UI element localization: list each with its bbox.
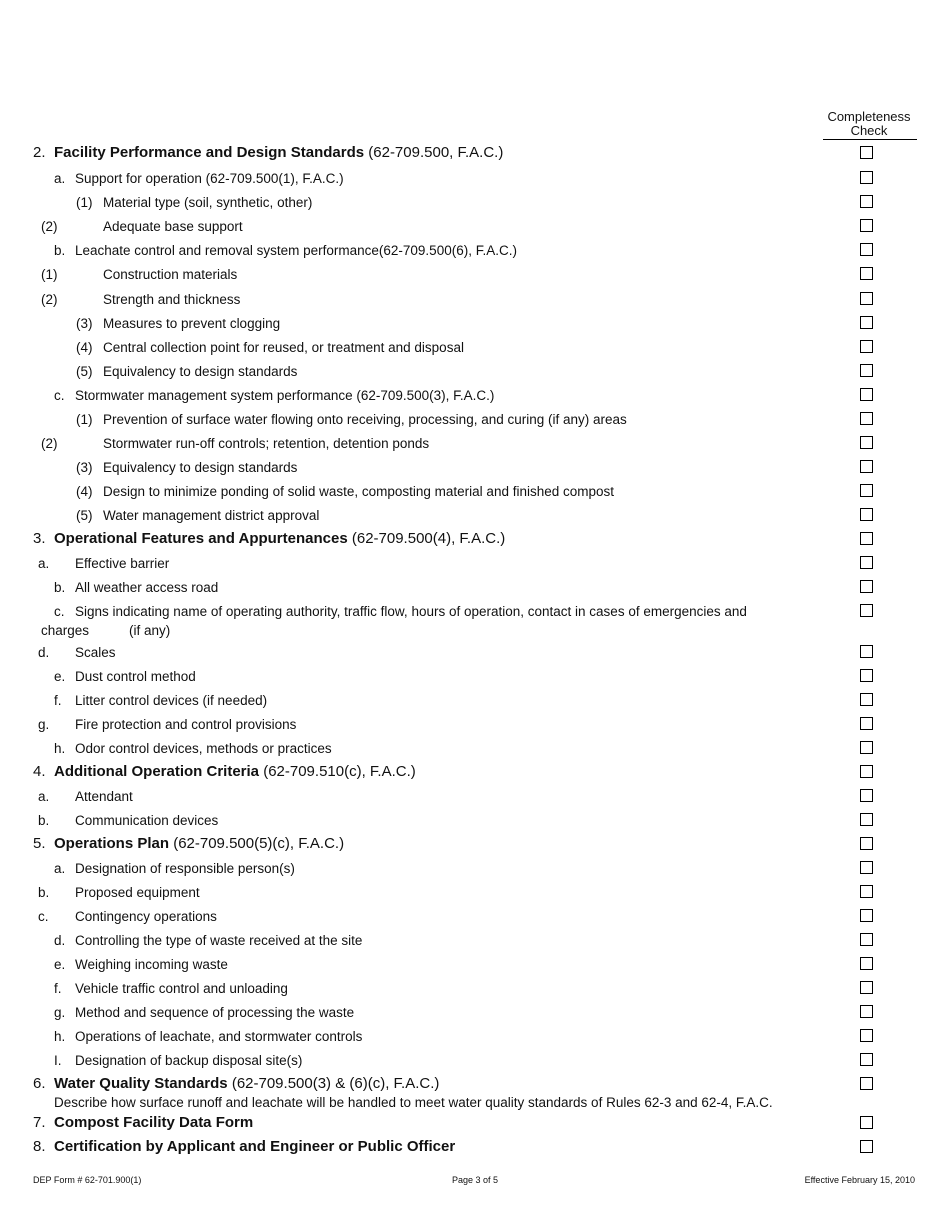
item-number: g. xyxy=(54,1005,66,1020)
item-text: Weighing incoming waste xyxy=(75,957,228,972)
completeness-checkbox[interactable] xyxy=(860,813,873,826)
item-number: 6. xyxy=(33,1075,46,1092)
item-continuation: charges xyxy=(41,623,90,638)
completeness-checkbox[interactable] xyxy=(860,532,873,545)
item-text: Litter control devices (if needed) xyxy=(75,693,268,708)
item-number: e. xyxy=(54,669,66,684)
item-text xyxy=(54,835,344,852)
item-number: e. xyxy=(54,957,66,972)
completeness-checkbox[interactable] xyxy=(860,1116,873,1129)
item-number: (2) xyxy=(41,292,58,307)
section-title: Compost Facility Data Form xyxy=(54,1114,254,1131)
item-number: b. xyxy=(38,813,50,828)
footer-effective-date: Effective February 15, 2010 xyxy=(804,1175,915,1185)
item-number: c. xyxy=(38,909,49,924)
header-underline xyxy=(823,139,917,140)
item-text: Method and sequence of processing the waste xyxy=(75,1005,355,1020)
item-number: (3) xyxy=(76,316,93,331)
section-title: Operations Plan xyxy=(54,835,170,852)
item-text: Adequate base support xyxy=(103,219,243,234)
section-title: Operational Features and Appurtenances xyxy=(54,530,348,547)
completeness-checkbox[interactable] xyxy=(860,267,873,280)
completeness-checkbox[interactable] xyxy=(860,604,873,617)
completeness-checkbox[interactable] xyxy=(860,171,873,184)
completeness-checkbox[interactable] xyxy=(860,316,873,329)
item-text: All weather access road xyxy=(75,580,219,595)
completeness-checkbox[interactable] xyxy=(860,717,873,730)
completeness-checkbox[interactable] xyxy=(860,741,873,754)
item-text: Water management district approval xyxy=(103,508,320,523)
completeness-checkbox[interactable] xyxy=(860,146,873,159)
completeness-checkbox[interactable] xyxy=(860,412,873,425)
item-number: a. xyxy=(38,789,50,804)
completeness-checkbox[interactable] xyxy=(860,1077,873,1090)
item-number: (1) xyxy=(76,195,93,210)
completeness-checkbox[interactable] xyxy=(860,789,873,802)
section-rule-reference: (62-709.510(c), F.A.C.) xyxy=(259,763,416,780)
item-text xyxy=(54,1114,253,1131)
section-rule-reference: (62-709.500, F.A.C.) xyxy=(364,144,504,161)
item-text: Support for operation (62-709.500(1), F.A.C.) xyxy=(75,171,344,186)
item-continuation-note: (if any) xyxy=(129,623,171,638)
item-text: Construction materials xyxy=(103,267,238,282)
item-number: (3) xyxy=(76,460,93,475)
completeness-checkbox[interactable] xyxy=(860,645,873,658)
item-text: Stormwater management system performance (62-709.500(3), F.A.C.) xyxy=(75,388,495,403)
item-text: Odor control devices, methods or practices xyxy=(75,741,332,756)
item-number: (1) xyxy=(41,267,58,282)
completeness-checkbox[interactable] xyxy=(860,1029,873,1042)
item-text: Material type (soil, synthetic, other) xyxy=(103,195,313,210)
completeness-checkbox[interactable] xyxy=(860,885,873,898)
item-number: h. xyxy=(54,741,66,756)
completeness-checkbox[interactable] xyxy=(860,693,873,706)
completeness-checkbox[interactable] xyxy=(860,981,873,994)
footer-page-number: Page 3 of 5 xyxy=(451,1175,499,1185)
item-text: Vehicle traffic control and unloading xyxy=(75,981,288,996)
completeness-checkbox[interactable] xyxy=(860,861,873,874)
item-text: Attendant xyxy=(75,789,133,804)
footer-form-number: DEP Form # 62-701.900(1) xyxy=(33,1175,142,1185)
item-text: Equivalency to design standards xyxy=(103,364,298,379)
completeness-checkbox[interactable] xyxy=(860,436,873,449)
item-number: (4) xyxy=(76,340,93,355)
section-rule-reference: (62-709.500(5)(c), F.A.C.) xyxy=(169,835,345,852)
item-text: Designation of responsible person(s) xyxy=(75,861,295,876)
item-text: Proposed equipment xyxy=(75,885,200,900)
completeness-checkbox[interactable] xyxy=(860,933,873,946)
completeness-checkbox[interactable] xyxy=(860,765,873,778)
completeness-checkbox[interactable] xyxy=(860,364,873,377)
item-text: Communication devices xyxy=(75,813,219,828)
completeness-checkbox[interactable] xyxy=(860,340,873,353)
completeness-checkbox[interactable] xyxy=(860,460,873,473)
completeness-checkbox[interactable] xyxy=(860,669,873,682)
item-text: Scales xyxy=(75,645,116,660)
item-text: Leachate control and removal system performance(62-709.500(6), F.A.C.) xyxy=(75,243,517,258)
item-number: b. xyxy=(54,243,66,258)
section-description: Describe how surface runoff and leachate will be handled to meet water quality standards of Rules 62-3 and 62-4, F.A.C. xyxy=(54,1095,773,1110)
completeness-checkbox[interactable] xyxy=(860,219,873,232)
completeness-checkbox[interactable] xyxy=(860,508,873,521)
completeness-checkbox[interactable] xyxy=(860,388,873,401)
item-number: (4) xyxy=(76,484,93,499)
item-number: (5) xyxy=(76,364,93,379)
item-text xyxy=(54,763,416,780)
item-number: (5) xyxy=(76,508,93,523)
completeness-checkbox[interactable] xyxy=(860,837,873,850)
section-title: Water Quality Standards xyxy=(54,1075,228,1092)
completeness-checkbox[interactable] xyxy=(860,195,873,208)
item-number: a. xyxy=(54,861,66,876)
item-text: Stormwater run-off controls; retention, detention ponds xyxy=(103,436,430,451)
item-number: 2. xyxy=(33,144,46,161)
completeness-check-header xyxy=(820,110,918,138)
item-text xyxy=(54,530,505,547)
item-number: d. xyxy=(38,645,50,660)
item-text: Fire protection and control provisions xyxy=(75,717,297,732)
item-number: g. xyxy=(38,717,50,732)
item-number: 5. xyxy=(33,835,46,852)
item-number: f. xyxy=(54,981,62,996)
item-text: Designation of backup disposal site(s) xyxy=(75,1053,303,1068)
item-text xyxy=(54,1138,455,1155)
completeness-checkbox[interactable] xyxy=(860,556,873,569)
item-text: Prevention of surface water flowing onto receiving, processing, and curing (if any) areas xyxy=(103,412,627,427)
item-text: Dust control method xyxy=(75,669,196,684)
item-number: (2) xyxy=(41,436,58,451)
header-line-2: Check xyxy=(850,123,888,138)
item-text: Measures to prevent clogging xyxy=(103,316,281,331)
item-number: (1) xyxy=(76,412,93,427)
item-number: a. xyxy=(38,556,50,571)
item-number: I. xyxy=(54,1053,62,1068)
completeness-checkbox[interactable] xyxy=(860,243,873,256)
completeness-checkbox[interactable] xyxy=(860,957,873,970)
section-rule-reference: (62-709.500(3) & (6)(c), F.A.C.) xyxy=(227,1075,440,1092)
completeness-checkbox[interactable] xyxy=(860,292,873,305)
item-text xyxy=(54,1075,439,1092)
section-title: Certification by Applicant and Engineer or Public Officer xyxy=(54,1138,456,1155)
item-number: f. xyxy=(54,693,62,708)
item-number: 4. xyxy=(33,763,46,780)
item-text: Equivalency to design standards xyxy=(103,460,298,475)
item-text: Effective barrier xyxy=(75,556,170,571)
item-text: Contingency operations xyxy=(75,909,217,924)
item-text xyxy=(54,144,503,161)
completeness-checkbox[interactable] xyxy=(860,1005,873,1018)
item-number: d. xyxy=(54,933,66,948)
item-text: Design to minimize ponding of solid waste, composting material and finished compost xyxy=(103,484,615,499)
item-number: 3. xyxy=(33,530,46,547)
item-number: c. xyxy=(54,388,65,403)
item-number: 7. xyxy=(33,1114,46,1131)
item-text: Central collection point for reused, or treatment and disposal xyxy=(103,340,464,355)
item-number: b. xyxy=(54,580,66,595)
item-number: c. xyxy=(54,604,65,619)
item-number: b. xyxy=(38,885,50,900)
header-line-1: Completeness xyxy=(827,109,911,124)
completeness-checkbox[interactable] xyxy=(860,1053,873,1066)
item-text: Controlling the type of waste received at the site xyxy=(75,933,363,948)
item-number: (2) xyxy=(41,219,58,234)
completeness-checkbox[interactable] xyxy=(860,1140,873,1153)
completeness-checkbox[interactable] xyxy=(860,909,873,922)
item-number: a. xyxy=(54,171,66,186)
item-text: Signs indicating name of operating authority, traffic flow, hours of operation, contact in cases of emergencies and xyxy=(75,604,747,619)
completeness-checkbox[interactable] xyxy=(860,484,873,497)
section-rule-reference: (62-709.500(4), F.A.C.) xyxy=(347,530,506,547)
item-number: h. xyxy=(54,1029,66,1044)
item-text: Operations of leachate, and stormwater controls xyxy=(75,1029,363,1044)
completeness-checkbox[interactable] xyxy=(860,580,873,593)
section-title: Additional Operation Criteria xyxy=(54,763,260,780)
item-text: Strength and thickness xyxy=(103,292,241,307)
item-number: 8. xyxy=(33,1138,46,1155)
section-title: Facility Performance and Design Standards xyxy=(54,144,365,161)
